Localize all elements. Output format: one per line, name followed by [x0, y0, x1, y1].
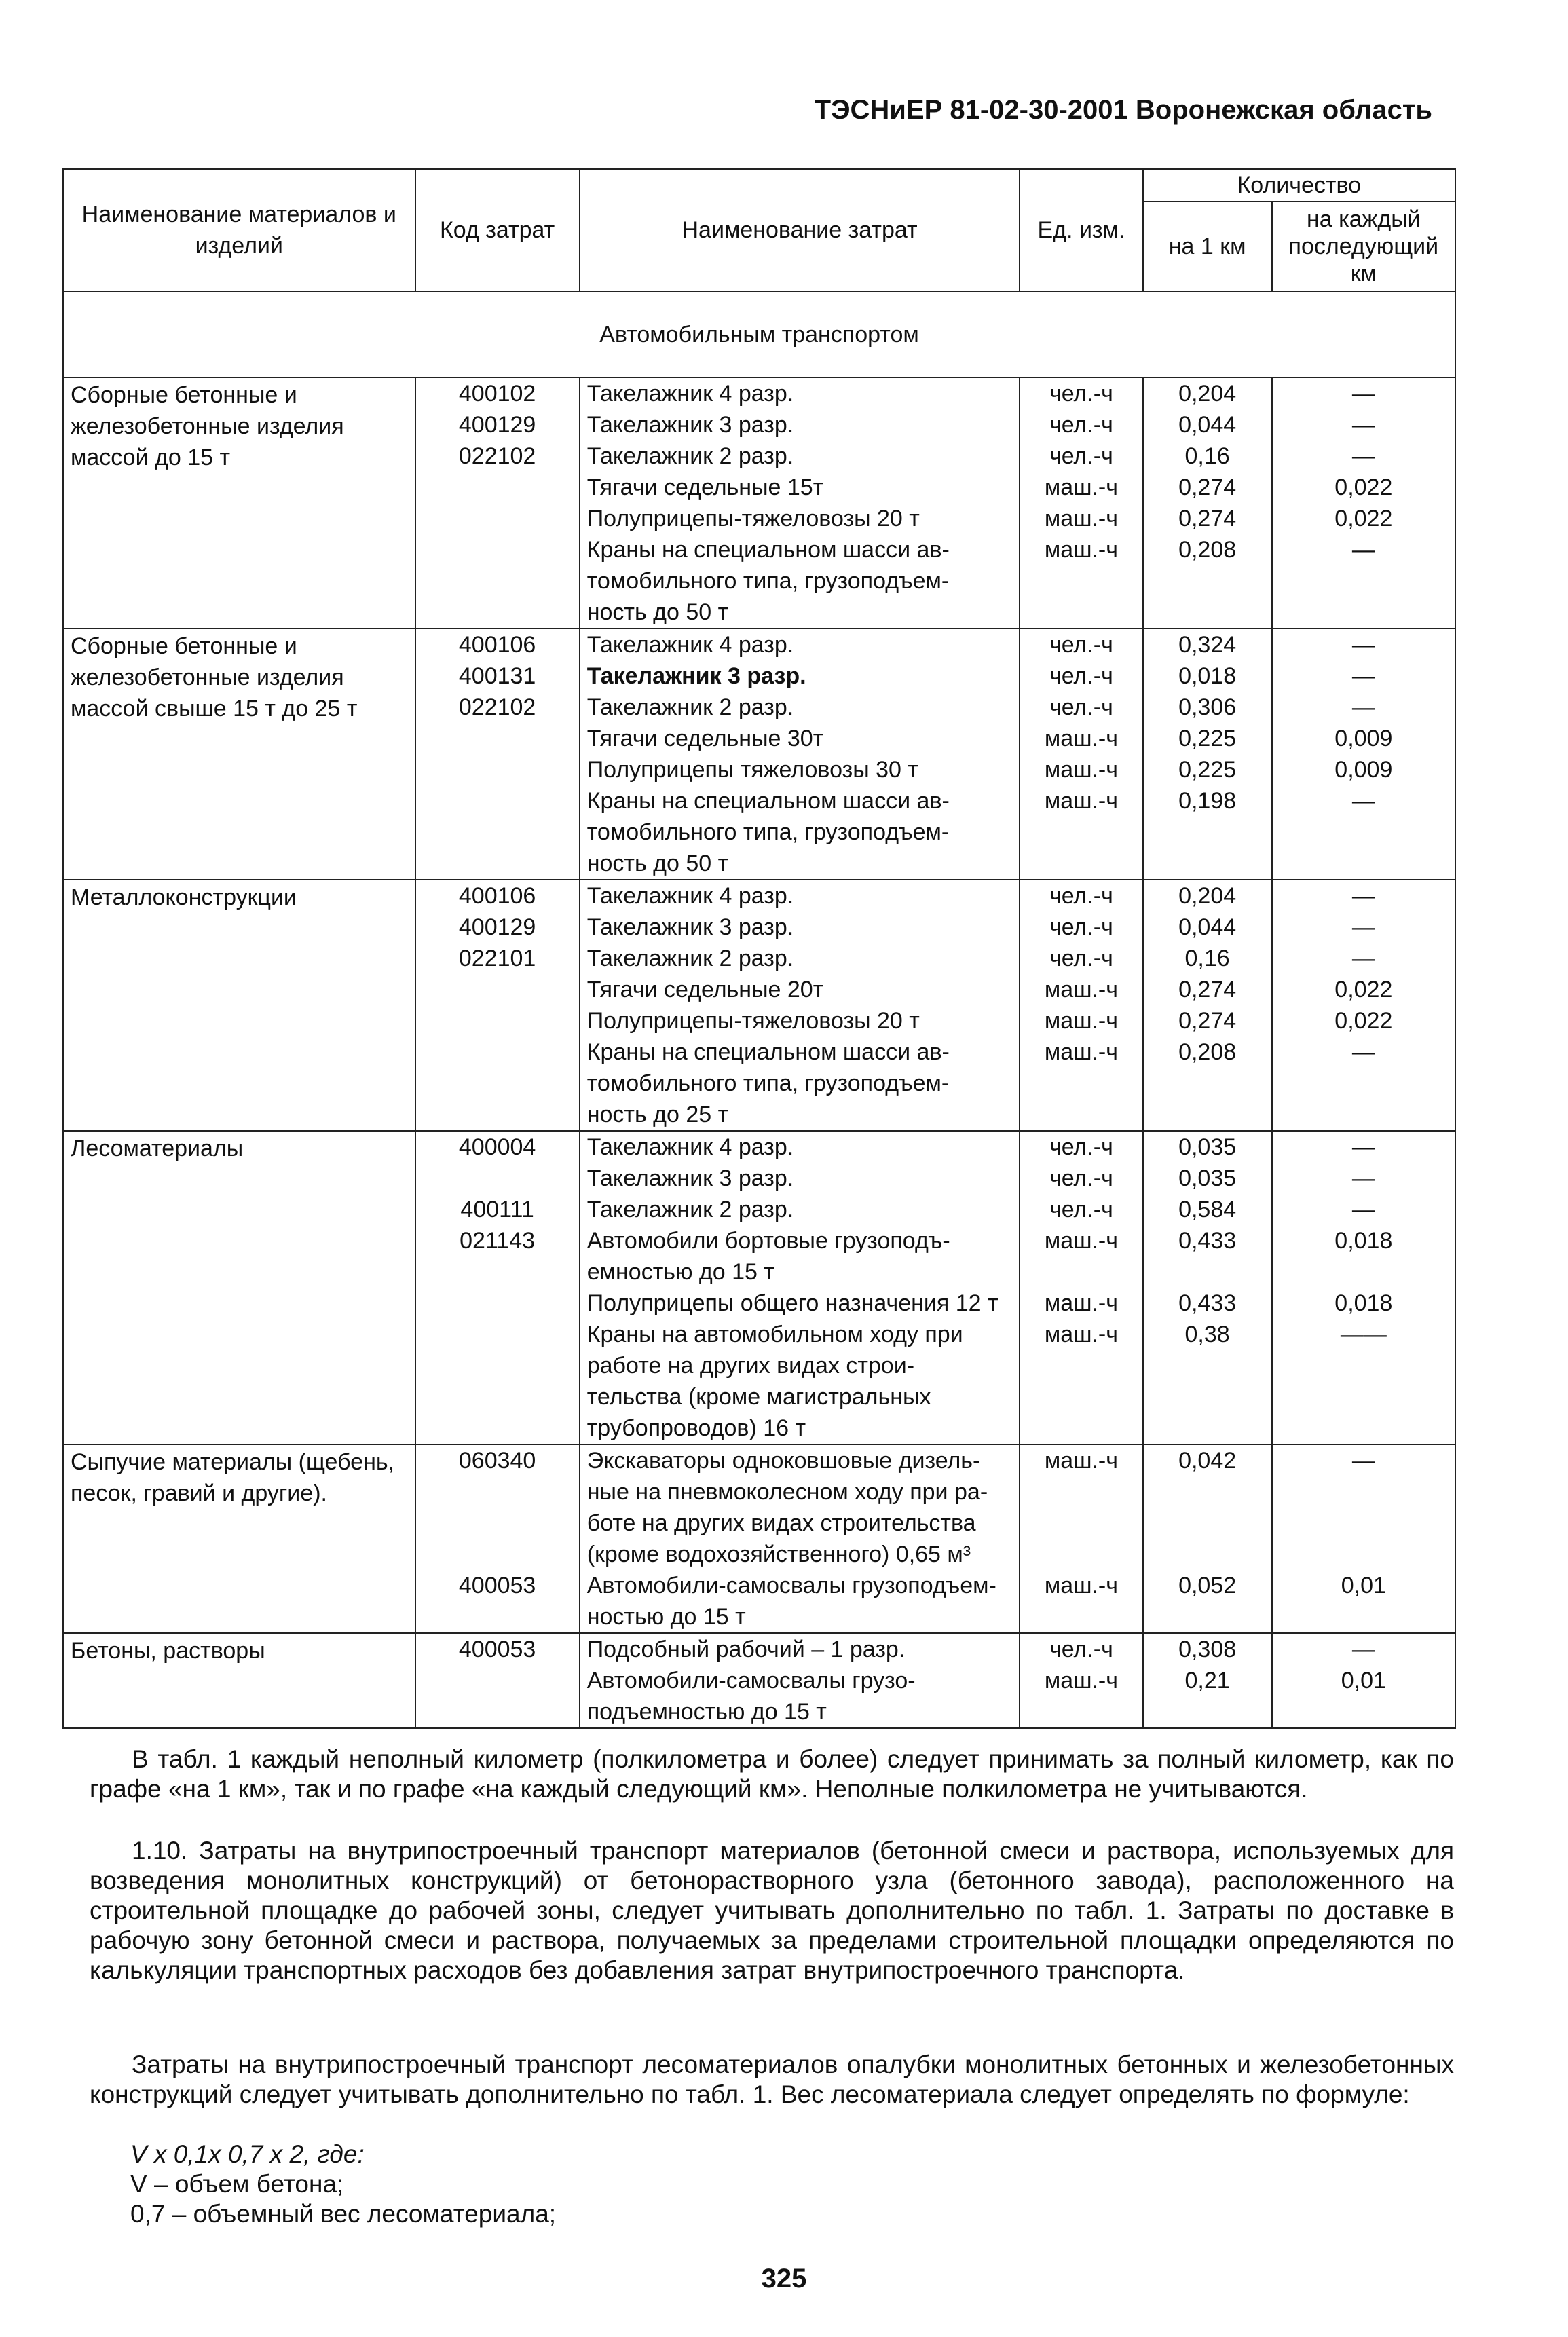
line-filler: [1144, 848, 1271, 879]
line-filler: [1273, 848, 1455, 879]
line-filler: [1273, 1381, 1455, 1413]
line-filler: [1020, 1068, 1142, 1099]
unit-value: чел.-ч: [1049, 412, 1113, 438]
cost-code: 400053: [458, 1637, 536, 1662]
line-filler: [416, 1476, 579, 1508]
line-filler: [416, 974, 579, 1005]
unit-value: чел.-ч: [1049, 381, 1113, 407]
cost-name-line: Автомобили-самосвалы грузоподъем-: [586, 1573, 996, 1598]
cost-name-cell: [580, 377, 1020, 629]
cost-name-line: Такелажник 4 разр.: [586, 632, 794, 658]
header-code: Код затрат: [415, 169, 580, 291]
cost-name-line: Такелажник 2 разр.: [586, 694, 794, 720]
cost-code: 400129: [458, 412, 536, 438]
line-filler: [1273, 597, 1455, 628]
line-filler: [1020, 1256, 1142, 1288]
cost-name-line: Тягачи седельные 15т: [586, 474, 824, 500]
material-name: Металлоконструкции: [63, 880, 415, 1131]
definition-v: V – объем бетона;: [130, 2170, 344, 2198]
line-filler: [1020, 1476, 1142, 1508]
line-filler: [416, 1256, 579, 1288]
unit-value: маш.-ч: [1044, 726, 1118, 751]
quantity-per-1km-value: 0,324: [1178, 632, 1237, 658]
line-filler: [1020, 1539, 1142, 1570]
quantity-per-each-km-value: 0,01: [1341, 1573, 1386, 1598]
quantity-per-each-km-value: 0,018: [1334, 1228, 1393, 1254]
line-filler: [1020, 1696, 1142, 1727]
cost-code: 400106: [458, 883, 536, 909]
quantity-per-each-km-value: —: [1351, 537, 1375, 563]
line-filler: [1273, 1413, 1455, 1444]
unit-value: маш.-ч: [1044, 1322, 1118, 1347]
material-name: Сыпучие материалы (щебень, песок, гравий и другие).: [63, 1444, 415, 1633]
cost-name-line: Такелажник 2 разр.: [586, 1197, 794, 1222]
line-filler: [1020, 848, 1142, 879]
line-filler: [416, 1005, 579, 1036]
line-filler: [1020, 1381, 1142, 1413]
quantity-per-1km-value: 0,042: [1178, 1448, 1237, 1474]
quantity-per-each-km-value: —: [1351, 788, 1375, 814]
line-filler: [1273, 1068, 1455, 1099]
cost-name-line: Тягачи седельные 20т: [586, 977, 824, 1003]
quantity-per-each-km-value: —: [1351, 412, 1375, 438]
table-row: [63, 629, 1455, 880]
unit-value: маш.-ч: [1044, 506, 1118, 531]
header-unit: Ед. изм.: [1020, 169, 1142, 291]
quantity-per-each-km-value: —: [1351, 883, 1375, 909]
page-number: 325: [761, 2264, 807, 2294]
cost-code-cell: [415, 880, 580, 1131]
cost-name-line: Такелажник 2 разр.: [586, 443, 794, 469]
unit-value: маш.-ч: [1044, 474, 1118, 500]
quantity-per-1km-value: 0,208: [1178, 1039, 1237, 1065]
paragraph-3: [90, 2050, 1454, 2110]
quantity-per-1km-value: 0,16: [1184, 946, 1230, 971]
quantity-per-each-km-value: —: [1351, 1165, 1375, 1191]
cost-name-line: емностью до 15 т: [586, 1259, 774, 1285]
cost-code: 400106: [458, 632, 536, 658]
unit-value: маш.-ч: [1044, 757, 1118, 783]
cost-code-cell: [415, 629, 580, 880]
line-filler: [416, 723, 579, 754]
unit-value: чел.-ч: [1049, 1165, 1113, 1191]
quantity-per-each-km-value: —: [1351, 694, 1375, 720]
cost-name-cell: [580, 1444, 1020, 1633]
quantity-per-1km-cell: [1143, 1131, 1272, 1444]
cost-code: 400004: [458, 1134, 536, 1160]
quantity-per-1km-value: 0,38: [1184, 1322, 1230, 1347]
line-filler: [1273, 1350, 1455, 1381]
line-filler: [1144, 1539, 1271, 1570]
line-filler: [1020, 1350, 1142, 1381]
quantity-per-1km-value: 0,225: [1178, 726, 1237, 751]
transport-cost-table: [62, 168, 1456, 1729]
quantity-per-1km-cell: [1143, 629, 1272, 880]
table-row: [63, 880, 1455, 1131]
line-filler: [416, 754, 579, 785]
material-name: Бетоны, растворы: [63, 1633, 415, 1728]
quantity-per-1km-value: 0,044: [1178, 914, 1237, 940]
quantity-per-each-km-value: 0,009: [1334, 726, 1393, 751]
cost-name-line: томобильного типа, грузоподъем-: [586, 819, 950, 845]
unit-value: маш.-ч: [1044, 1668, 1118, 1694]
quantity-per-1km-value: 0,21: [1184, 1668, 1230, 1694]
line-filler: [1273, 817, 1455, 848]
cost-name-line: Краны на специальном шасси ав-: [586, 537, 950, 563]
unit-cell: [1020, 377, 1142, 629]
cost-name-line: томобильного типа, грузоподъем-: [586, 1070, 950, 1096]
cost-name-line: Такелажник 3 разр.: [586, 412, 794, 438]
line-filler: [1144, 1601, 1271, 1632]
line-filler: [1144, 1381, 1271, 1413]
cost-name-line: [580, 660, 1020, 692]
material-name: Сборные бетонные и железобетонные изделия массой до 15 т: [63, 377, 415, 629]
cost-name-line: тельства (кроме магистральных: [586, 1384, 931, 1410]
quantity-per-each-km-value: —: [1351, 1134, 1375, 1160]
line-filler: [1020, 597, 1142, 628]
cost-code-cell: [415, 1131, 580, 1444]
unit-cell: [1020, 629, 1142, 880]
quantity-per-1km-value: 0,204: [1178, 883, 1237, 909]
line-filler: [1144, 1508, 1271, 1539]
cost-name-line: трубопроводов) 16 т: [586, 1415, 806, 1441]
line-filler: [1020, 565, 1142, 597]
line-filler: [1273, 1508, 1455, 1539]
header-material: Наименование материалов и изделий: [63, 169, 415, 291]
paragraph-2: [90, 1836, 1454, 1985]
unit-value: маш.-ч: [1044, 977, 1118, 1003]
cost-name-line: Полуприцепы тяжеловозы 30 т: [586, 757, 918, 783]
quantity-per-each-km-value: 0,01: [1341, 1668, 1386, 1694]
quantity-per-1km-value: 0,274: [1178, 474, 1237, 500]
line-filler: [1020, 1601, 1142, 1632]
unit-cell: [1020, 1444, 1142, 1633]
quantity-per-each-km-value: 0,022: [1334, 1008, 1393, 1034]
line-filler: [1144, 1256, 1271, 1288]
quantity-per-1km-value: 0,433: [1178, 1290, 1237, 1316]
unit-value: маш.-ч: [1044, 537, 1118, 563]
quantity-per-each-km-value: —: [1351, 381, 1375, 407]
line-filler: [416, 1539, 579, 1570]
material-name: Сборные бетонные и железобетонные изделия массой свыше 15 т до 25 т: [63, 629, 415, 880]
cost-name-cell: [580, 880, 1020, 1131]
unit-value: чел.-ч: [1049, 632, 1113, 658]
line-filler: [1273, 1696, 1455, 1727]
quantity-per-each-km-value: ——: [1340, 1322, 1387, 1347]
unit-value: маш.-ч: [1044, 1448, 1118, 1474]
line-filler: [1273, 1476, 1455, 1508]
unit-value: маш.-ч: [1044, 1008, 1118, 1034]
unit-value: маш.-ч: [1044, 1573, 1118, 1598]
table-row: [63, 1633, 1455, 1728]
line-filler: [1273, 1539, 1455, 1570]
line-filler: [1020, 1099, 1142, 1130]
line-filler: [1020, 1413, 1142, 1444]
quantity-per-each-km-value: —: [1351, 1637, 1375, 1662]
cost-name-line: Такелажник 3 разр.: [586, 914, 794, 940]
cost-name-line: Такелажник 4 разр.: [586, 883, 794, 909]
cost-name-line: Такелажник 3 разр.: [586, 1165, 794, 1191]
quantity-per-1km-value: 0,433: [1178, 1228, 1237, 1254]
cost-name-line: (кроме водохозяйственного) 0,65 м³: [586, 1541, 971, 1567]
cost-name-line: подъемностью до 15 т: [586, 1699, 827, 1725]
cost-name-line: ность до 50 т: [586, 850, 729, 876]
header-quantity: Количество: [1143, 169, 1455, 202]
quantity-per-1km-cell: [1143, 1444, 1272, 1633]
paragraph-text: В табл. 1 каждый неполный километр (полкилометра и более) следует принимать за полный километр, как по графе «на 1 км», так и по графе «на каждый следующий км». Неполные полкилометра не учитываются.: [90, 1745, 1454, 1803]
quantity-per-1km-value: 0,225: [1178, 757, 1237, 783]
quantity-per-each-km-cell: [1272, 1444, 1455, 1633]
line-filler: [1020, 1508, 1142, 1539]
cost-name-line: ность до 50 т: [586, 599, 729, 625]
cost-name-line: Такелажник 4 разр.: [586, 381, 794, 407]
unit-value: чел.-ч: [1049, 694, 1113, 720]
quantity-per-1km-value: 0,198: [1178, 788, 1237, 814]
cost-name-cell: [580, 1633, 1020, 1728]
quantity-per-1km-value: 0,044: [1178, 412, 1237, 438]
section-title: Автомобильным транспортом: [63, 291, 1455, 377]
quantity-per-each-km-value: 0,022: [1334, 474, 1393, 500]
unit-value: чел.-ч: [1049, 914, 1113, 940]
line-filler: [1144, 565, 1271, 597]
cost-name-line: Такелажник 4 разр.: [586, 1134, 794, 1160]
unit-value: маш.-ч: [1044, 1228, 1118, 1254]
line-filler: [416, 1163, 579, 1194]
cost-code: 400102: [458, 381, 536, 407]
quantity-per-each-km-cell: [1272, 1131, 1455, 1444]
cost-name-line: ностью до 15 т: [586, 1604, 746, 1630]
paragraph-text: 1.10. Затраты на внутрипостроечный транспорт материалов (бетонной смеси и раствора, используемых для возведения монолитных конструкций) от бетонорастворного узла (бетонного завода), расположенного на строительной площадке до рабочей зоны, следует учитывать дополнительно по табл. 1. Затраты по доставке в рабочую зону бетонной смеси и раствора, получаемых за пределами строительной площадки определяются по калькуляции транспортных расходов без добавления затрат внутрипостроечного транспорта.: [90, 1837, 1454, 1984]
cost-code-cell: [415, 1444, 580, 1633]
line-filler: [416, 1319, 579, 1350]
line-filler: [416, 1665, 579, 1696]
line-filler: [416, 503, 579, 534]
line-filler: [1144, 1350, 1271, 1381]
cost-code: 022102: [458, 694, 536, 720]
material-name: Лесоматериалы: [63, 1131, 415, 1444]
line-filler: [1144, 817, 1271, 848]
unit-cell: [1020, 1131, 1142, 1444]
cost-name-cell: [580, 1131, 1020, 1444]
quantity-per-each-km-value: 0,018: [1334, 1290, 1393, 1316]
unit-value: чел.-ч: [1049, 1134, 1113, 1160]
quantity-per-1km-cell: [1143, 1633, 1272, 1728]
line-filler: [1273, 1256, 1455, 1288]
quantity-per-1km-value: 0,308: [1178, 1637, 1237, 1662]
quantity-per-1km-value: 0,274: [1178, 977, 1237, 1003]
cost-name-line: работе на других видах строи-: [586, 1353, 915, 1379]
unit-cell: [1020, 1633, 1142, 1728]
quantity-per-each-km-value: —: [1351, 1448, 1375, 1474]
quantity-per-each-km-value: —: [1351, 1197, 1375, 1222]
cost-name-line: томобильного типа, грузоподъем-: [586, 568, 950, 594]
line-filler: [1144, 1696, 1271, 1727]
cost-name-line: Такелажник 2 разр.: [586, 946, 794, 971]
quantity-per-1km-cell: [1143, 377, 1272, 629]
quantity-per-1km-value: 0,035: [1178, 1134, 1237, 1160]
quantity-per-1km-value: 0,052: [1178, 1573, 1237, 1598]
table-row: [63, 1444, 1455, 1633]
cost-name-line: Экскаваторы одноковшовые дизель-: [586, 1448, 981, 1474]
line-filler: [1273, 1601, 1455, 1632]
cost-code: 400053: [458, 1573, 536, 1598]
quantity-per-1km-value: 0,204: [1178, 381, 1237, 407]
paragraph-text: Затраты на внутрипостроечный транспорт лесоматериалов опалубки монолитных бетонных и железобетонных конструкций следует учитывать дополнительно по табл. 1. Вес лесоматериала следует определять по формуле:: [90, 2051, 1454, 2108]
cost-name-line: Автомобили бортовые грузоподъ-: [586, 1228, 950, 1254]
quantity-per-each-km-cell: [1272, 880, 1455, 1131]
unit-value: чел.-ч: [1049, 443, 1113, 469]
quantity-per-1km-value: 0,306: [1178, 694, 1237, 720]
definition-weight: 0,7 – объемный вес лесоматериала;: [130, 2200, 557, 2228]
quantity-per-1km-cell: [1143, 880, 1272, 1131]
quantity-per-each-km-value: 0,009: [1334, 757, 1393, 783]
quantity-per-each-km-value: 0,022: [1334, 506, 1393, 531]
unit-value: чел.-ч: [1049, 1197, 1113, 1222]
line-filler: [416, 1601, 579, 1632]
formula: V x 0,1x 0,7 x 2, где:: [130, 2140, 365, 2168]
cost-name-line: ные на пневмоколесном ходу при ра-: [586, 1479, 988, 1505]
cost-name-line: ность до 25 т: [586, 1102, 729, 1127]
quantity-per-each-km-value: —: [1351, 1039, 1375, 1065]
cost-name-line: Полуприцепы общего назначения 12 т: [586, 1290, 998, 1316]
line-filler: [1144, 1476, 1271, 1508]
quantity-per-each-km-cell: [1272, 629, 1455, 880]
cost-code: 021143: [460, 1228, 536, 1254]
cost-code: 060340: [458, 1448, 536, 1474]
cost-code-cell: [415, 377, 580, 629]
cost-code: 022101: [458, 946, 536, 971]
quantity-per-1km-value: 0,018: [1178, 663, 1237, 689]
line-filler: [1273, 1099, 1455, 1130]
line-filler: [416, 472, 579, 503]
cost-name-line: Полуприцепы-тяжеловозы 20 т: [586, 1008, 920, 1034]
unit-value: чел.-ч: [1049, 946, 1113, 971]
quantity-per-each-km-value: —: [1351, 443, 1375, 469]
cost-name-line: Подсобный рабочий – 1 разр.: [586, 1637, 906, 1662]
table-body: [63, 377, 1455, 1728]
cost-code: 400131: [458, 663, 536, 689]
line-filler: [1144, 1068, 1271, 1099]
quantity-per-each-km-value: —: [1351, 632, 1375, 658]
quantity-per-1km-value: 0,035: [1178, 1165, 1237, 1191]
quantity-per-each-km-value: —: [1351, 914, 1375, 940]
cost-code: 400111: [460, 1197, 534, 1222]
line-filler: [416, 1508, 579, 1539]
cost-name-cell: [580, 629, 1020, 880]
line-filler: [1144, 1099, 1271, 1130]
cost-name-line: Полуприцепы-тяжеловозы 20 т: [586, 506, 920, 531]
quantity-per-1km-value: 0,16: [1184, 443, 1230, 469]
line-filler: [1273, 565, 1455, 597]
paragraph-1: [90, 1744, 1454, 1804]
cost-code: 400129: [458, 914, 536, 940]
line-filler: [416, 1288, 579, 1319]
header-cost-name: Наименование затрат: [580, 169, 1020, 291]
cost-name-bold: Такелажник 3 разр.: [586, 663, 806, 689]
unit-value: маш.-ч: [1044, 1290, 1118, 1316]
unit-value: чел.-ч: [1049, 663, 1113, 689]
line-filler: [1020, 817, 1142, 848]
table-row: [63, 1131, 1455, 1444]
quantity-per-each-km-value: —: [1351, 663, 1375, 689]
cost-name-line: Краны на специальном шасси ав-: [586, 788, 950, 814]
cost-code: 022102: [458, 443, 536, 469]
header-per-each-km: на каждый последующий км: [1272, 202, 1455, 291]
quantity-per-each-km-value: 0,022: [1334, 977, 1393, 1003]
cost-name-line: Тягачи седельные 30т: [586, 726, 824, 751]
quantity-per-each-km-cell: [1272, 377, 1455, 629]
quantity-per-1km-value: 0,274: [1178, 1008, 1237, 1034]
line-filler: [1144, 597, 1271, 628]
cost-name-line: Автомобили-самосвалы грузо-: [586, 1668, 916, 1694]
quantity-per-1km-value: 0,584: [1178, 1197, 1237, 1222]
cost-code-cell: [415, 1633, 580, 1728]
cost-name-line: Краны на специальном шасси ав-: [586, 1039, 950, 1065]
quantity-per-each-km-cell: [1272, 1633, 1455, 1728]
unit-cell: [1020, 880, 1142, 1131]
unit-value: чел.-ч: [1049, 883, 1113, 909]
table-row: [63, 377, 1455, 629]
quantity-per-1km-value: 0,208: [1178, 537, 1237, 563]
unit-value: маш.-ч: [1044, 788, 1118, 814]
cost-name-line: боте на других видах строительства: [586, 1510, 976, 1536]
quantity-per-each-km-value: —: [1351, 946, 1375, 971]
cost-name-line: Краны на автомобильном ходу при: [586, 1322, 963, 1347]
header-per-1km: на 1 км: [1143, 202, 1272, 291]
unit-value: маш.-ч: [1044, 1039, 1118, 1065]
quantity-per-1km-value: 0,274: [1178, 506, 1237, 531]
line-filler: [1144, 1413, 1271, 1444]
document-header: ТЭСНиЕР 81-02-30-2001 Воронежская область: [814, 95, 1432, 125]
unit-value: чел.-ч: [1049, 1637, 1113, 1662]
